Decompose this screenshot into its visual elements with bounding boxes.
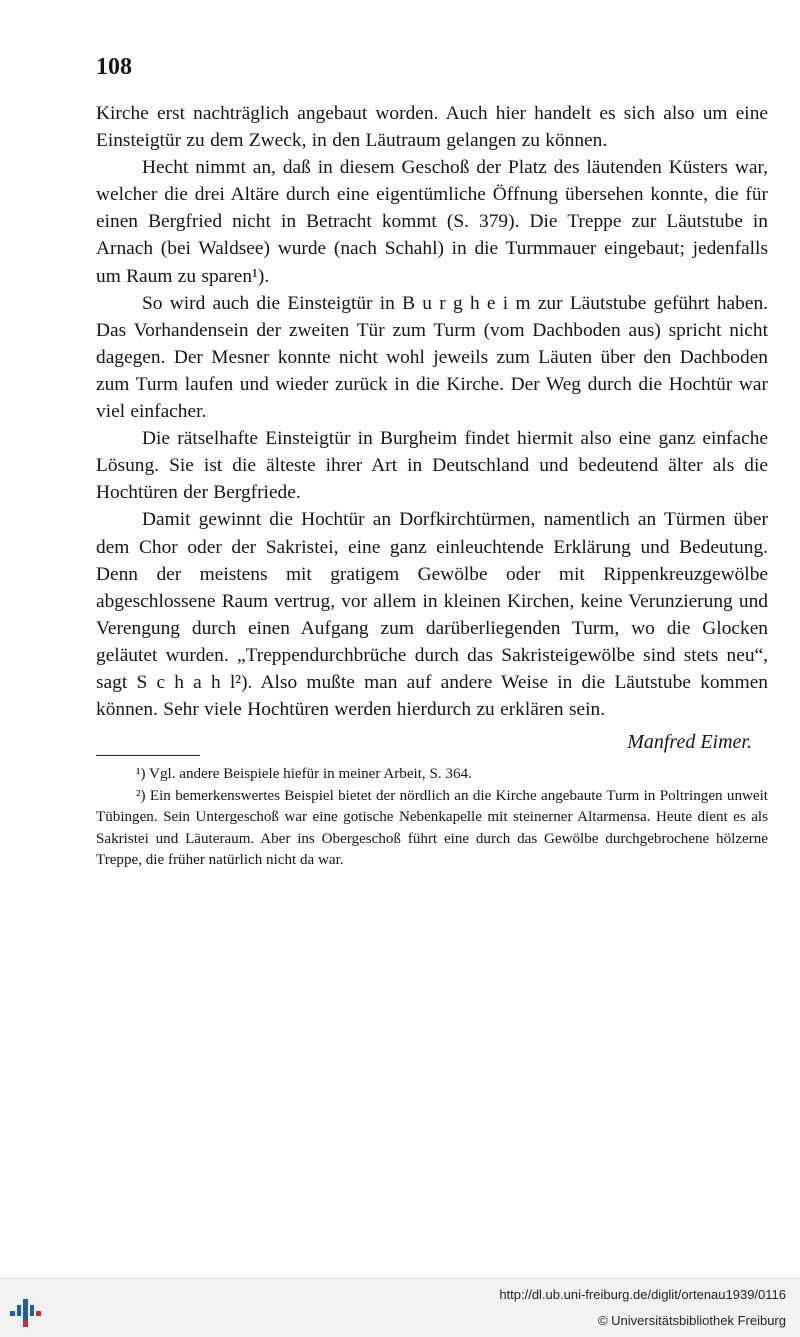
copyright-notice: © Universitätsbibliothek Freiburg xyxy=(597,1313,786,1328)
footnotes xyxy=(96,764,768,872)
viewer-footer xyxy=(0,1278,800,1337)
footnote: ¹) Vgl. andere Beispiele hiefür in meiner Arbeit, S. 364. xyxy=(136,766,472,782)
paragraph: Kirche erst nachträglich angebaut worden. Auch hier handelt es sich also um eine Einsteigtür zu dem Zweck, in den Läutraum gelangen zu können. xyxy=(96,103,768,152)
paragraph: So wird auch die Einsteigtür in B u r g h e i m zur Läutstube geführt haben. Das Vorhandensein der zweiten Tür zum Turm (vom Dachboden aus) spricht nicht dagegen. Der Mesner konnte nicht wohl jeweils zum Läuten über den Dachboden zum Turm laufen und wieder zurück in die Kirche. Der Weg durch die Hochtür war viel einfacher. xyxy=(96,292,768,423)
paragraph: Hecht nimmt an, daß in diesem Geschoß der Platz des läutenden Küsters war, welcher die drei Altäre durch eine eigentümliche Öffnung übersehen konnte, die für einen Bergfried nicht in Betracht kommt (S. 379). Die Treppe zur Läutstube in Arnach (bei Waldsee) wurde (nach Schahl) in die Turmmauer eingebaut; jedenfalls um Raum zu sparen¹). xyxy=(96,157,768,287)
footnote-divider xyxy=(96,755,200,756)
footnote: ²) Ein bemerkenswertes Beispiel bietet der nördlich an die Kirche angebaute Turm in Poltringen unweit Tübingen. Sein Untergeschoß war eine gotische Nebenkapelle mit steinerner Altarmensa. Heute dient es als Sakristei und Läuteraum. Aber ins Obergeschoß führt eine durch das Gewölbe durchgebrochene hölzerne Treppe, die früher natürlich nicht da war. xyxy=(96,787,768,868)
author-signature: Manfred Eimer. xyxy=(627,731,752,753)
body-text xyxy=(96,100,768,723)
page-number: 108 xyxy=(96,54,132,80)
paragraph: Die rätselhafte Einsteigtür in Burgheim findet hiermit also eine ganz einfache Lösung. Sie ist die älteste ihrer Art in Deutschland und bedeutend älter als die Hochtüren der Bergfriede. xyxy=(96,428,768,504)
ub-freiburg-logo-icon[interactable] xyxy=(8,1291,52,1329)
source-url-link[interactable]: http://dl.ub.uni-freiburg.de/diglit/ortenau1939/0116 xyxy=(499,1287,786,1302)
paragraph: Damit gewinnt die Hochtür an Dorfkirchtürmen, namentlich an Türmen über dem Chor oder der Sakristei, eine ganz einleuchtende Erklärung und Bedeutung. Denn der meistens mit gratigem Gewölbe oder mit Rippenkreuzgewölbe abgeschlossene Raum vertrug, vor allem in kleinen Kirchen, keine Verunzierung und Verengung durch einen Aufgang zum darüberliegenden Turm, wo die Glocken geläutet wurden. „Treppendurchbrüche durch das Sakristeigewölbe sind stets neu“, sagt S c h a h l²). Also mußte man auf andere Weise in die Läutstube kommen können. Sehr viele Hochtüren werden hierdurch zu erklären sein. xyxy=(96,509,768,721)
